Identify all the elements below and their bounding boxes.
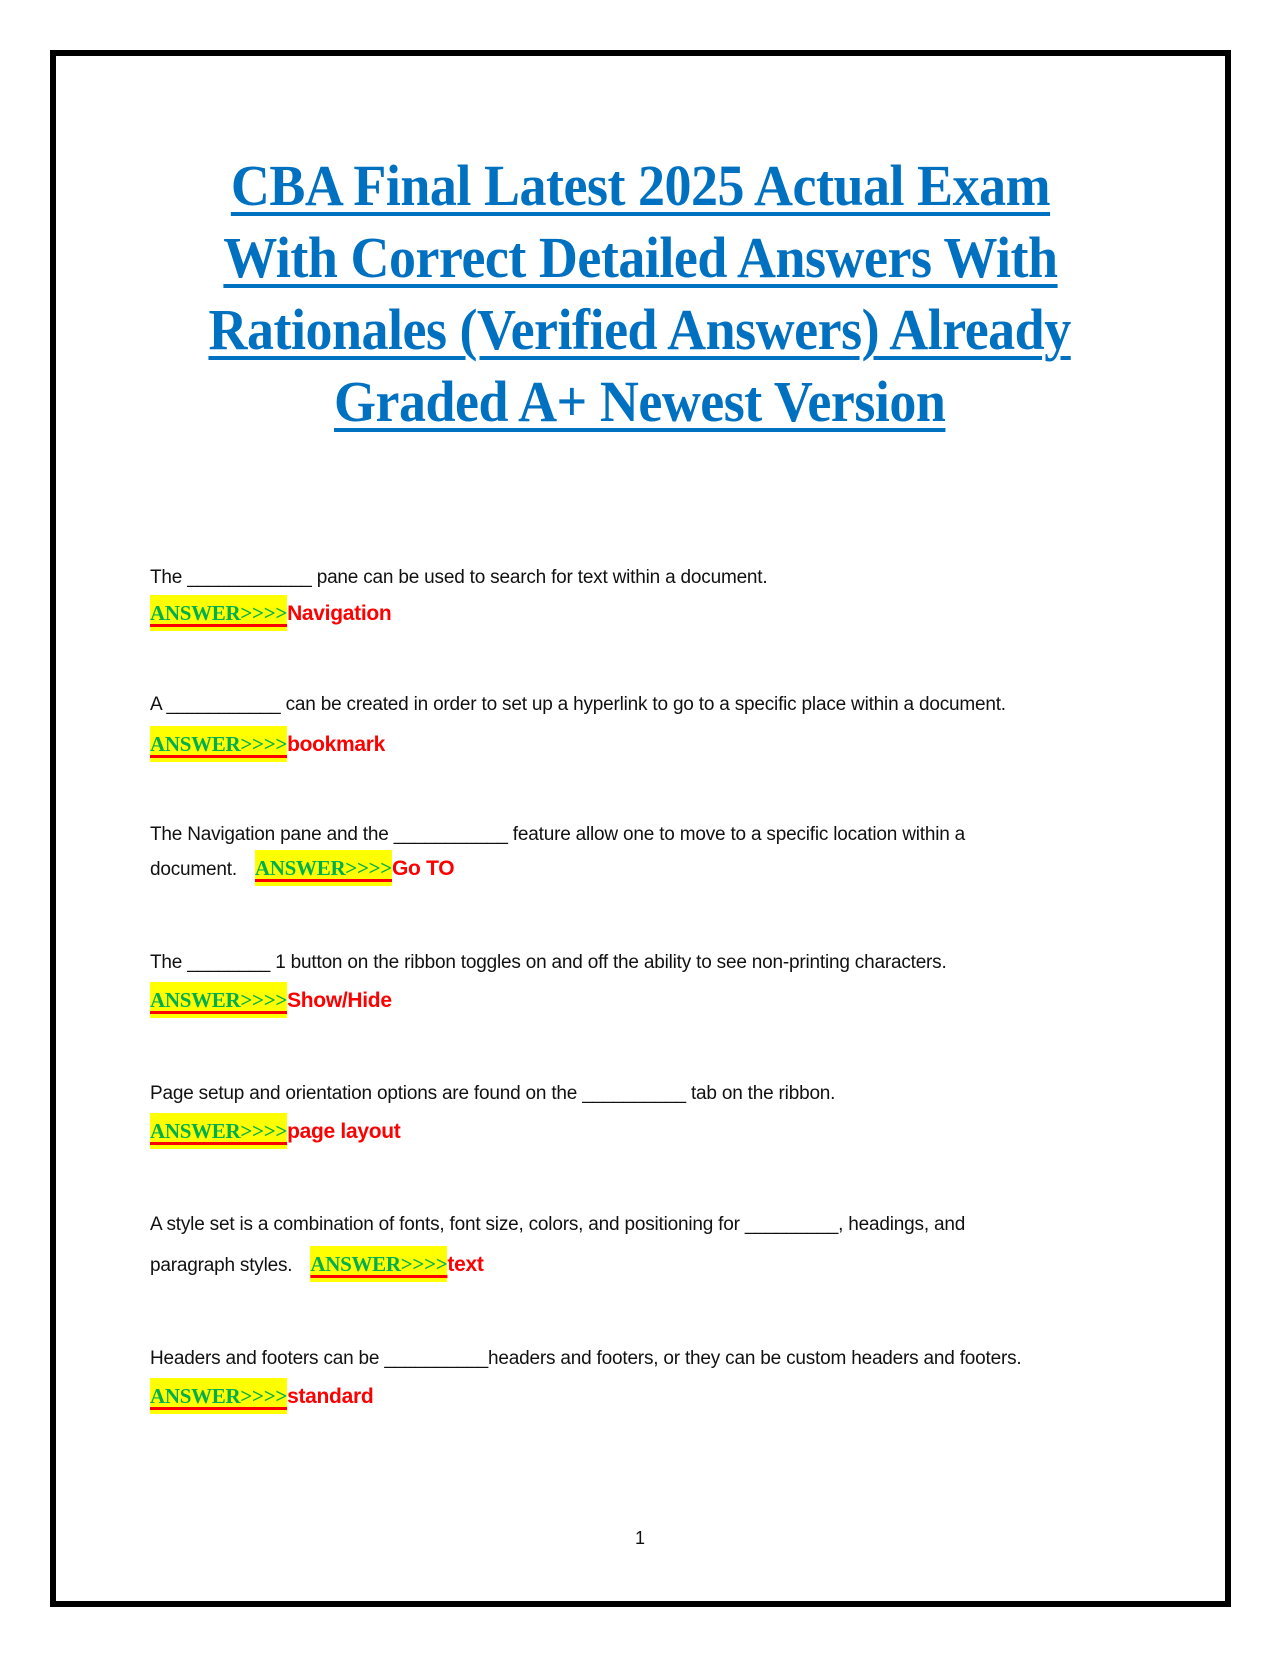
answer-label: ANSWER>>>> [150,982,287,1018]
answer-label: ANSWER>>>> [310,1246,447,1282]
answer-row [150,597,1150,631]
answer-row [150,728,1150,762]
answer-label: ANSWER>>>> [150,1378,287,1414]
answer-label: ANSWER>>>> [150,726,287,762]
answer-label: ANSWER>>>> [255,850,392,886]
question-4 [150,952,1150,1018]
answer-label: ANSWER>>>> [150,595,287,631]
title-text: With Correct Detailed Answers With [222,225,1058,290]
question-text: The Navigation pane and the ___________ feature allow one to move to a specific location within a [150,824,966,845]
title-text: Rationales (Verified Answers) Already [208,297,1072,362]
question-continuation-row [150,852,1150,886]
answer-row [150,1115,1150,1149]
question-text: Headers and footers can be __________headers and footers, or they can be custom headers and footers. [150,1348,1022,1369]
question-text: Page setup and orientation options are found on the __________ tab on the ribbon. [150,1083,836,1104]
question-text-continued: document. [150,859,237,880]
answer-value: page layout [287,1120,401,1143]
question-text: The ____________ pane can be used to search for text within a document. [150,567,768,588]
answer-value: text [447,1253,484,1276]
question-text: A ___________ can be created in order to set up a hyperlink to go to a specific place within a document. [150,694,1006,715]
answer-value: Navigation [287,602,392,625]
question-6 [150,1214,1150,1282]
title-line-1 [0,150,1280,222]
answer-label: ANSWER>>>> [150,1113,287,1149]
answer-row [150,1380,1150,1414]
question-5 [150,1083,1150,1149]
question-text-continued: paragraph styles. [150,1255,293,1276]
title-text: CBA Final Latest 2025 Actual Exam [230,153,1050,218]
answer-row [310,1248,483,1282]
answer-row [255,852,454,886]
answer-value: standard [287,1385,374,1408]
question-continuation-row [150,1248,1150,1282]
title-line-3 [0,294,1280,366]
answer-value: Go TO [391,857,455,880]
title-text: Graded A+ Newest Version [334,369,946,434]
answer-value: bookmark [287,733,386,756]
question-1 [150,567,1150,631]
document-title [0,150,1280,438]
title-line-2 [0,222,1280,294]
answer-row [150,984,1150,1018]
question-2 [150,694,1150,762]
question-3 [150,824,1150,886]
question-text: A style set is a combination of fonts, font size, colors, and positioning for _________, headings, and [150,1214,966,1235]
question-7 [150,1348,1150,1414]
page-number: 1 [634,1528,645,1548]
answer-value: Show/Hide [287,989,392,1012]
title-line-4 [0,366,1280,438]
question-text: The ________ 1 button on the ribbon toggles on and off the ability to see non-printing characters. [150,952,947,973]
